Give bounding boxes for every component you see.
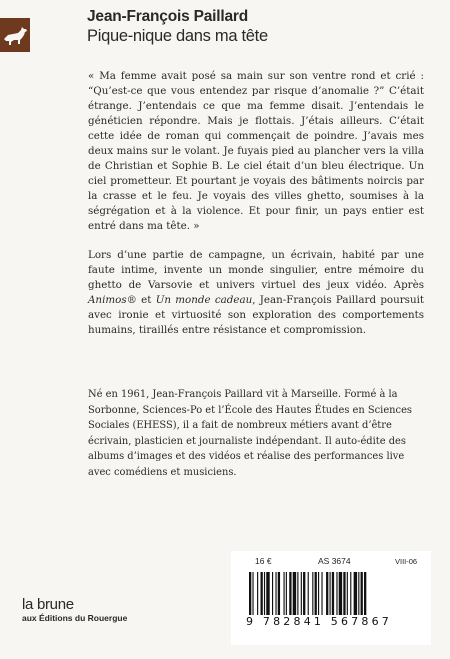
barcode-bar bbox=[249, 572, 251, 618]
barcode-bar bbox=[275, 572, 276, 618]
book-reference-un-monde-cadeau: Un monde cadeau bbox=[155, 294, 253, 306]
price: 16 € bbox=[255, 556, 272, 566]
barcode-bar bbox=[284, 572, 285, 618]
barcode-bar bbox=[261, 572, 263, 618]
barcode-bar bbox=[364, 572, 366, 618]
summary-text: Lors d’une partie de campagne, un écrivain, habité par une faute intime, invente un monde singulier, entre mémoire du ghetto de Varsovie et univers virtuel des jeux vidéo. Après bbox=[88, 249, 424, 291]
barcode-bar bbox=[361, 572, 363, 618]
barcode-bar bbox=[266, 572, 269, 618]
summary-text: , Jean-François Paillard poursuit avec ironie et virtuosité son exploration des comportements humains, tiraillés entre résistance et compromission. bbox=[88, 294, 425, 336]
catalog-code: AS 3674 bbox=[318, 556, 351, 566]
barcode-bar bbox=[312, 572, 313, 618]
barcode-bar bbox=[321, 572, 322, 618]
barcode-bar bbox=[252, 572, 253, 618]
barcode-label bbox=[231, 551, 431, 645]
barcode-bar bbox=[301, 572, 302, 618]
barcode-bar bbox=[297, 572, 298, 618]
barcode-bar bbox=[326, 572, 328, 618]
barcode-bar bbox=[272, 572, 273, 618]
print-date-code: VIII-06 bbox=[395, 557, 418, 566]
excerpt-quote: « Ma femme avait posé sa main sur son ventre rond et crié : “Qu’est-ce que vous entendez par risque d’anomalie ?” C’était étrange. J’entendais ce que ma femme disait. J’entendais le généticien répondre. Mais je flottais. J’étais ailleurs. C’était cette idée de roman qui commençait de poindre. J’avais mes deux mains sur le volant. Je fuyais pied au plancher vers la villa de Christian et Sophie B. Le ciel était d’un bleu électrique. Un ciel prometteur. Et pourtant je voyais des bâtiments noircis par la crasse et le feu. Je voyais des villes ghetto, soumises à la ségrégation et à la violence. Et pour finir, un pays entier est entré dans ma tête. » bbox=[88, 70, 424, 232]
book-summary bbox=[88, 248, 424, 338]
publisher-logo bbox=[0, 18, 30, 52]
barcode-bar bbox=[347, 572, 348, 618]
isbn-number: 9 782841 567867 bbox=[246, 615, 392, 628]
barcode-bar bbox=[289, 572, 291, 618]
barcode-bar bbox=[315, 572, 317, 618]
barcode-bar bbox=[293, 572, 296, 618]
barcode-bar bbox=[303, 572, 305, 618]
barcode-bar bbox=[332, 572, 334, 618]
barcode-bar bbox=[318, 572, 319, 618]
book-reference-animos: Animos® bbox=[88, 294, 137, 306]
barcode-bar bbox=[264, 572, 265, 618]
barcode-bar bbox=[257, 572, 258, 618]
barcode-bar bbox=[343, 572, 345, 618]
barcode-bar bbox=[278, 572, 280, 618]
book-title: Pique-nique dans ma tête bbox=[87, 27, 268, 45]
barcode-bar bbox=[339, 572, 342, 618]
barcode-bar bbox=[308, 572, 309, 618]
barcode-bar bbox=[350, 572, 351, 618]
author-bio: Né en 1961, Jean-François Paillard vit à Marseille. Formé à la Sorbonne, Sciences-Po et l’École des Hautes Études en Sciences Sociales (EHESS), il a fait de nombreux métiers avant d’être écrivain, plasticien et journaliste indépendant. Il auto-édite des albums d’images et des vidéos et réalise des performances live avec comédiens et musiciens. bbox=[88, 389, 412, 478]
barcode-bar bbox=[336, 572, 337, 618]
barcode-bars bbox=[237, 572, 427, 644]
barcode-bar bbox=[358, 572, 359, 618]
publisher-brand: la brune bbox=[22, 596, 74, 613]
barcode-bar bbox=[286, 572, 287, 618]
barcode-bar bbox=[354, 572, 357, 618]
publisher-imprint: aux Éditions du Rouergue bbox=[22, 613, 128, 623]
author-name: Jean-François Paillard bbox=[87, 8, 248, 25]
publisher-mark bbox=[22, 596, 127, 624]
barcode-bar bbox=[330, 572, 331, 618]
wolf-silhouette-icon bbox=[0, 18, 30, 52]
summary-text: et bbox=[136, 294, 156, 306]
